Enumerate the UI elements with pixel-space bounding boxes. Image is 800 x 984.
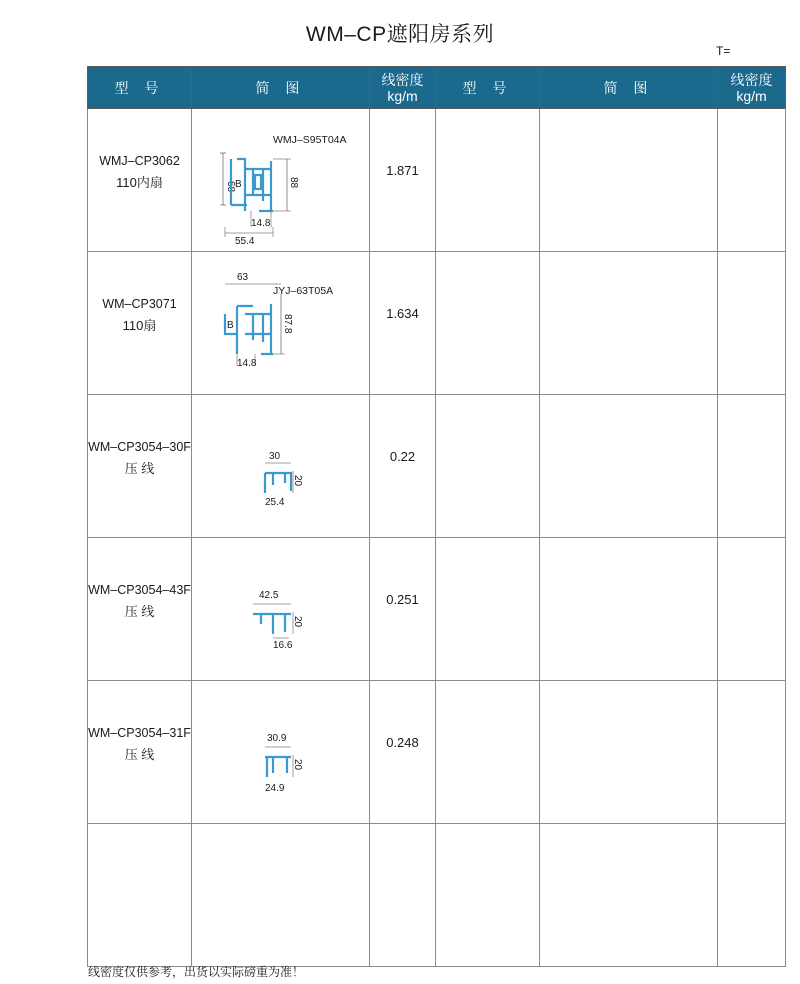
dim-label: 16.6 xyxy=(272,640,292,651)
empty-cell xyxy=(436,538,540,681)
table-row xyxy=(88,252,786,395)
header-density-unit-2: kg/m xyxy=(736,87,767,104)
dim-label: 42.5 xyxy=(258,590,278,601)
empty-cell xyxy=(540,395,718,538)
empty-cell xyxy=(436,395,540,538)
sketch-ref-label: WMJ–S95T04A xyxy=(272,134,347,146)
table-header-row xyxy=(88,67,786,109)
table-row xyxy=(88,824,786,967)
profile-shape xyxy=(265,757,291,777)
header-density-unit: kg/m xyxy=(387,87,418,104)
t-mark: T= xyxy=(716,44,731,58)
page-title: WM–CP遮阳房系列 xyxy=(305,23,495,46)
footnote: 线密度仅供参考，出货以实际磅重为准！ xyxy=(88,965,305,979)
table-row xyxy=(88,538,786,681)
header-model: 型 号 xyxy=(88,67,192,109)
profile-mark: B xyxy=(234,179,242,190)
empty-cell xyxy=(718,538,786,681)
dim-label: 30.9 xyxy=(266,733,286,744)
dim-label: 63 xyxy=(236,272,248,283)
density-cell xyxy=(370,252,436,395)
empty-cell xyxy=(88,824,192,967)
profile-shape xyxy=(265,473,291,493)
density-value: 1.871 xyxy=(386,162,419,178)
profile-sketch xyxy=(193,258,369,388)
header-density-label-2: 线密度 xyxy=(730,71,773,88)
profile-sketch xyxy=(193,544,369,674)
density-cell xyxy=(370,395,436,538)
empty-cell xyxy=(540,824,718,967)
dim-label: 24.9 xyxy=(264,783,284,794)
profile-mark: B xyxy=(226,320,234,331)
model-code: WM–CP3054–31F xyxy=(88,726,191,740)
table-row xyxy=(88,109,786,252)
empty-cell xyxy=(540,109,718,252)
empty-cell xyxy=(540,252,718,395)
empty-cell xyxy=(192,824,370,967)
model-cell xyxy=(88,538,192,681)
sketch-cell xyxy=(192,109,370,252)
dim-label: 20 xyxy=(291,759,303,771)
empty-cell xyxy=(436,681,540,824)
model-desc: 压 线 xyxy=(124,604,155,619)
table-row xyxy=(88,395,786,538)
model-cell xyxy=(88,681,192,824)
dim-label: 14.8 xyxy=(250,218,270,229)
model-desc: 110扇 xyxy=(122,318,157,333)
dim-label: 87.8 xyxy=(281,314,293,334)
dim-label: 20 xyxy=(291,475,303,487)
header-sketch: 简 图 xyxy=(192,67,370,109)
empty-cell xyxy=(718,109,786,252)
sketch-cell xyxy=(192,538,370,681)
empty-cell xyxy=(718,252,786,395)
model-desc: 压 线 xyxy=(124,747,155,762)
table-row xyxy=(88,681,786,824)
dim-label: 14.8 xyxy=(236,358,256,369)
model-code: WM–CP3054–43F xyxy=(88,583,191,597)
profile-shape xyxy=(253,614,291,634)
model-code: WM–CP3054–30F xyxy=(88,440,191,454)
sketch-ref-label: JYJ–63T05A xyxy=(272,285,333,297)
density-cell xyxy=(370,681,436,824)
header-density-2 xyxy=(718,67,786,109)
density-cell xyxy=(370,538,436,681)
empty-cell xyxy=(436,109,540,252)
density-cell xyxy=(370,109,436,252)
model-code: WM–CP3071 xyxy=(102,297,177,311)
model-cell xyxy=(88,252,192,395)
empty-cell xyxy=(718,824,786,967)
empty-cell xyxy=(436,824,540,967)
empty-cell xyxy=(718,681,786,824)
density-value: 1.634 xyxy=(386,305,419,321)
model-desc: 压 线 xyxy=(124,461,155,476)
dim-label: 20 xyxy=(291,616,303,628)
header-sketch-2: 简 图 xyxy=(540,67,718,109)
sketch-cell xyxy=(192,395,370,538)
dim-label: 25.4 xyxy=(264,497,284,508)
model-desc: 110内扇 xyxy=(116,175,163,190)
dim-label: 88 xyxy=(287,177,299,189)
spec-table xyxy=(87,66,786,967)
header-density xyxy=(370,67,436,109)
density-value: 0.251 xyxy=(386,591,419,607)
density-value: 0.248 xyxy=(386,734,419,750)
empty-cell xyxy=(370,824,436,967)
profile-sketch xyxy=(193,687,369,817)
profile-sketch xyxy=(193,401,369,531)
model-cell xyxy=(88,395,192,538)
model-code: WMJ–CP3062 xyxy=(99,154,180,168)
empty-cell xyxy=(718,395,786,538)
empty-cell xyxy=(436,252,540,395)
model-cell xyxy=(88,109,192,252)
header-model-2: 型 号 xyxy=(436,67,540,109)
empty-cell xyxy=(540,538,718,681)
dim-label: 68 xyxy=(224,181,236,193)
header-density-label: 线密度 xyxy=(381,71,424,88)
sketch-cell xyxy=(192,681,370,824)
empty-cell xyxy=(540,681,718,824)
dim-label: 30 xyxy=(268,451,280,462)
density-value: 0.22 xyxy=(389,448,416,464)
dim-label: 55.4 xyxy=(234,236,254,245)
profile-sketch xyxy=(193,115,369,245)
sketch-cell xyxy=(192,252,370,395)
